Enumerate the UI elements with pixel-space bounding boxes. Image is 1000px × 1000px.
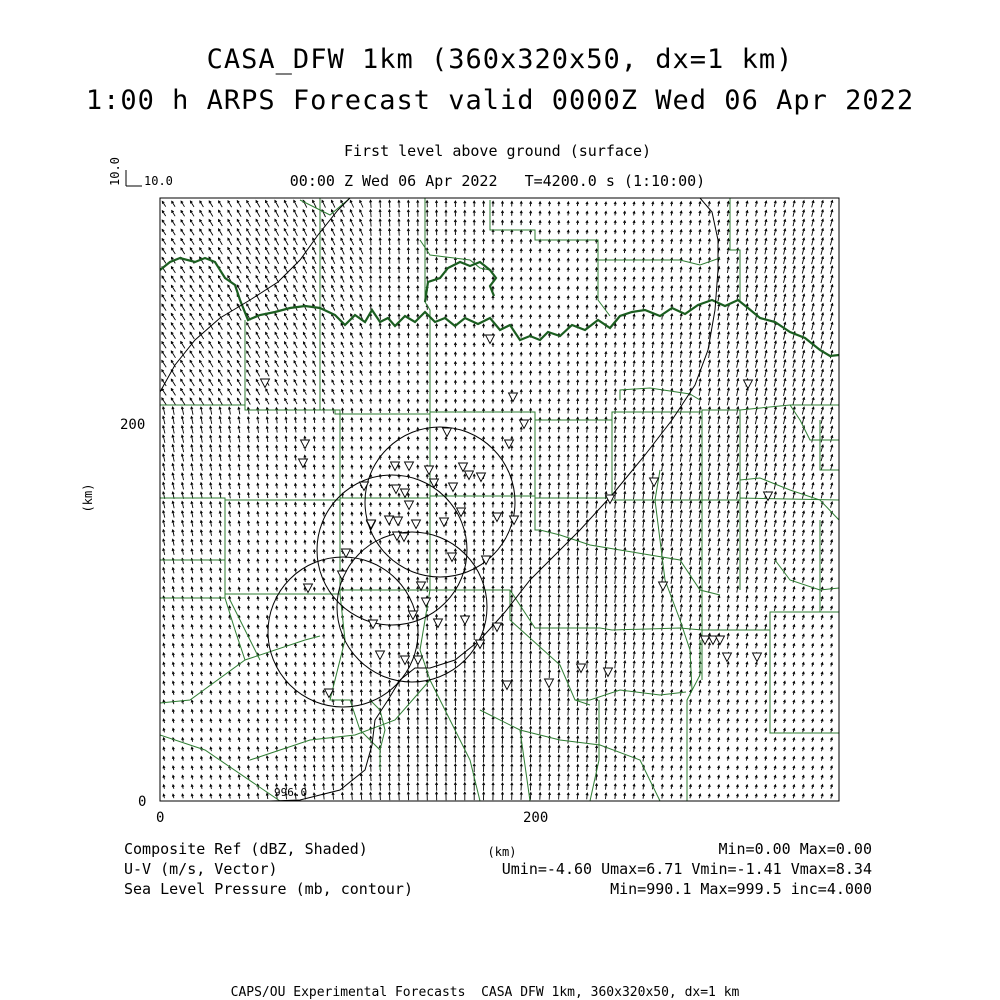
level-subtitle: First level above ground (surface) — [343, 142, 652, 160]
vector-scale-vertical-label: 10.0 — [108, 157, 122, 186]
time-subtitle: 00:00 Z Wed 06 Apr 2022 T=4200.0 s (1:10:00) — [289, 172, 706, 190]
vector-scale-key — [108, 157, 173, 188]
map-title: CASA_DFW 1km (360x320x50, dx=1 km) — [206, 44, 794, 75]
forecast-valid-title: 1:00 h ARPS Forecast valid 0000Z Wed 06 Apr 2022 — [85, 85, 915, 116]
vector-scale-horizontal-label: 10.0 — [144, 174, 173, 188]
